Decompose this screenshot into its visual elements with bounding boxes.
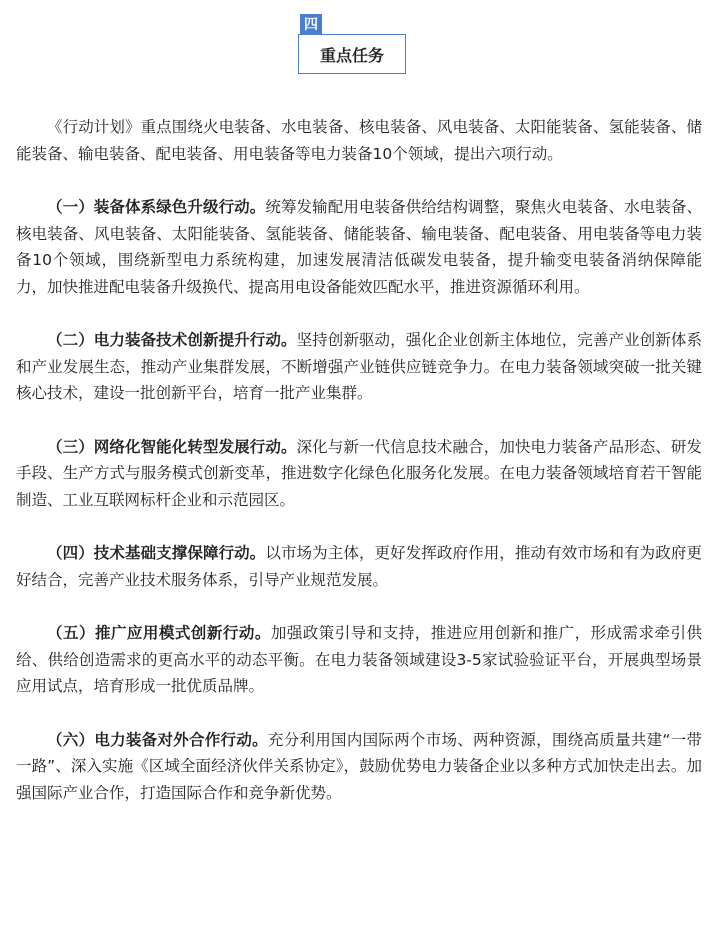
action-text: 以市场为主体，更好发挥政府作用，推动有效市场和有为政府更好结合，完善产业技术服务体系，引导产业规范发展。 xyxy=(16,544,702,589)
action-paragraph-3 xyxy=(16,434,702,514)
article-body xyxy=(16,114,702,806)
action-heading: （一）装备体系绿色升级行动。 xyxy=(47,198,266,216)
action-paragraph-1 xyxy=(16,194,702,300)
action-text: 加强政策引导和支持，推进应用创新和推广，形成需求牵引供给、供给创造需求的更高水平的动态平衡。在电力装备领域建设3-5家试验验证平台，开展典型场景应用试点，培育形成一批优质品牌。 xyxy=(16,624,702,695)
action-heading: （四）技术基础支撑保障行动。 xyxy=(47,544,266,562)
action-heading: （六）电力装备对外合作行动。 xyxy=(47,730,268,749)
action-text: 坚持创新驱动，强化企业创新主体地位，完善产业创新体系和产业发展生态，推动产业集群发展，不断增强产业链供应链竞争力。在电力装备领域突破一批关键核心技术，建设一批创新平台，培育一批产业集群。 xyxy=(16,331,702,402)
section-header xyxy=(298,14,410,76)
action-paragraph-5 xyxy=(16,620,702,700)
action-paragraph-2 xyxy=(16,327,702,407)
section-number-badge: 四 xyxy=(300,14,322,36)
section-title: 重点任务 xyxy=(319,45,384,65)
action-paragraph-6 xyxy=(16,727,702,807)
action-text: 深化与新一代信息技术融合，加快电力装备产品形态、研发手段、生产方式与服务模式创新变革，推进数字化绿色化服务化发展。在电力装备领域培育若干智能制造、工业互联网标杆企业和示范园区。 xyxy=(16,437,702,509)
action-text: 统筹发输配用电装备供给结构调整，聚焦火电装备、水电装备、核电装备、风电装备、太阳能装备、氢能装备、储能装备、输电装备、配电装备、用电装备等电力装备10个领域，围绕新型电力系统构建，加速发展清洁低碳发电装备，提升输变电装备消纳保障能力，加快推进配电装备升级换代、提高用电设备能效匹配水平，推进资源循环利用。 xyxy=(16,198,702,296)
action-heading: （三）网络化智能化转型发展行动。 xyxy=(47,437,297,456)
intro-paragraph: 《行动计划》重点围绕火电装备、水电装备、核电装备、风电装备、太阳能装备、氢能装备、储能装备、输电装备、配电装备、用电装备等电力装备10个领域，提出六项行动。 xyxy=(16,118,702,163)
action-paragraph-4 xyxy=(16,540,702,593)
action-heading: （二）电力装备技术创新提升行动。 xyxy=(47,331,297,349)
action-heading: （五）推广应用模式创新行动。 xyxy=(47,624,271,642)
section-title-box xyxy=(298,34,406,74)
action-text: 充分利用国内国际两个市场、两种资源，围绕高质量共建“一带一路”、深入实施《区域全面经济伙伴关系协定》，鼓励优势电力装备企业以多种方式加快走出去。加强国际产业合作，打造国际合作和竞争新优势。 xyxy=(16,730,702,802)
